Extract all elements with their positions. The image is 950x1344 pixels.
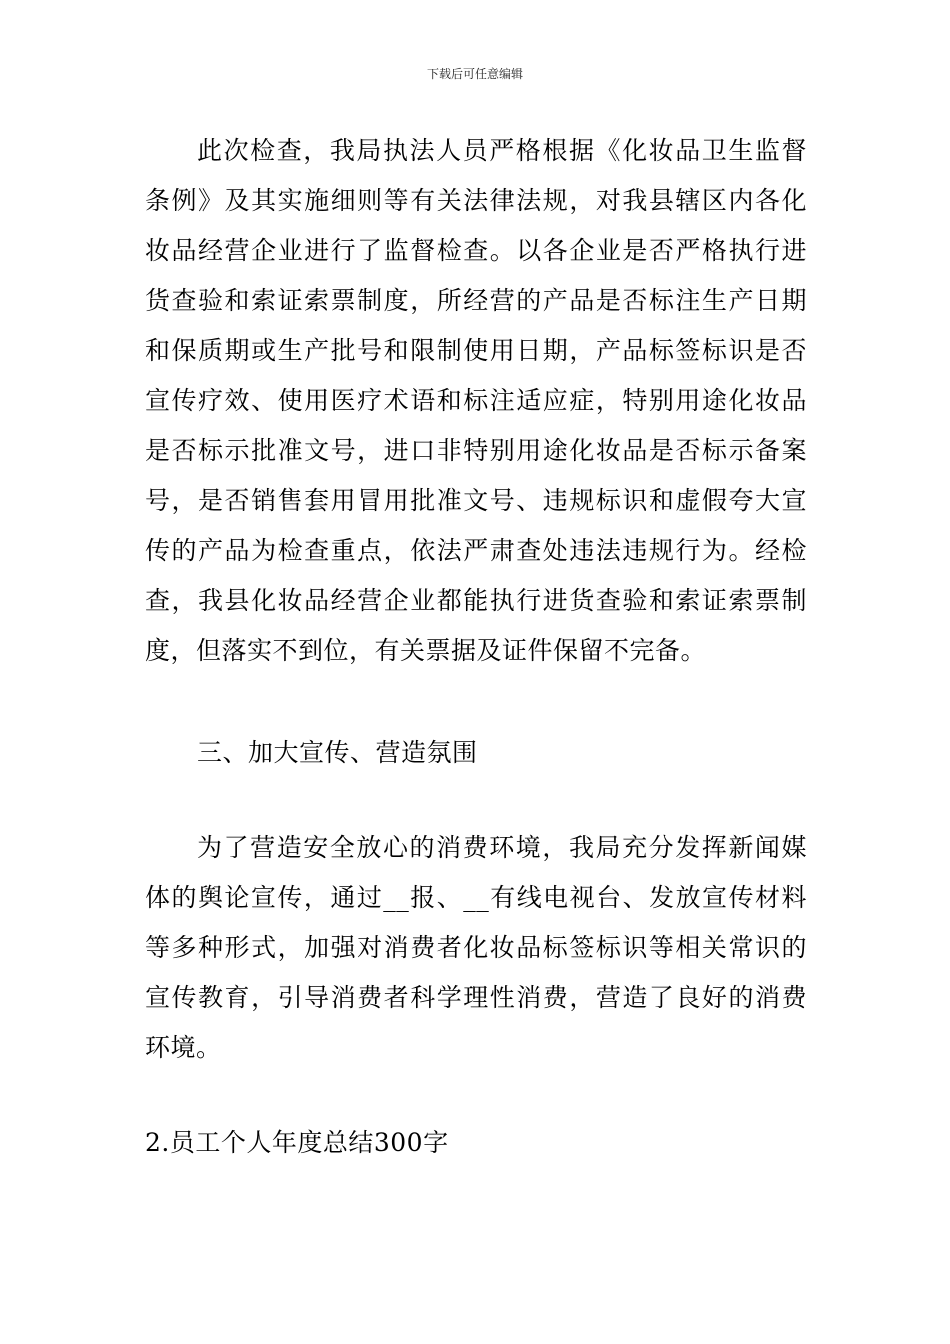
section-heading: 三、加大宣传、营造氛围 xyxy=(197,738,478,767)
page-header-note: 下载后可任意编辑 xyxy=(426,67,523,81)
next-article-title: 2.员工个人年度总结300字 xyxy=(145,1128,449,1157)
inspection-paragraph: 此次检查，我局执法人员严格根据《化妆品卫生监督条例》及其实施细则等有关法律法规，对我县辖区内各化妆品经营企业进行了监督检查。以各企业是否严格执行进货查验和索证索票制度，所经营的产品是否标注生产日期和保质期或生产批号和限制使用日期，产品标签标识是否宣传疗效、使用医疗术语和标注适应症，特别用途化妆品是否标示批准文号，进口非特别用途化妆品是否标示备案号，是否销售套用冒用批准文号、违规标识和虚假夸大宣传的产品为检查重点，依法严肃查处违法违规行为。经检查，我县化妆品经营企业都能执行进货查验和索证索票制度，但落实不到位，有关票据及证件保留不完备。 xyxy=(145,136,807,665)
publicity-paragraph: 为了营造安全放心的消费环境，我局充分发挥新闻媒体的舆论宣传，通过__报、__有线电视台、发放宣传材料等多种形式，加强对消费者化妆品标签标识等相关常识的宣传教育，引导消费者科学理性消费，营造了良好的消费环境。 xyxy=(145,833,807,1062)
